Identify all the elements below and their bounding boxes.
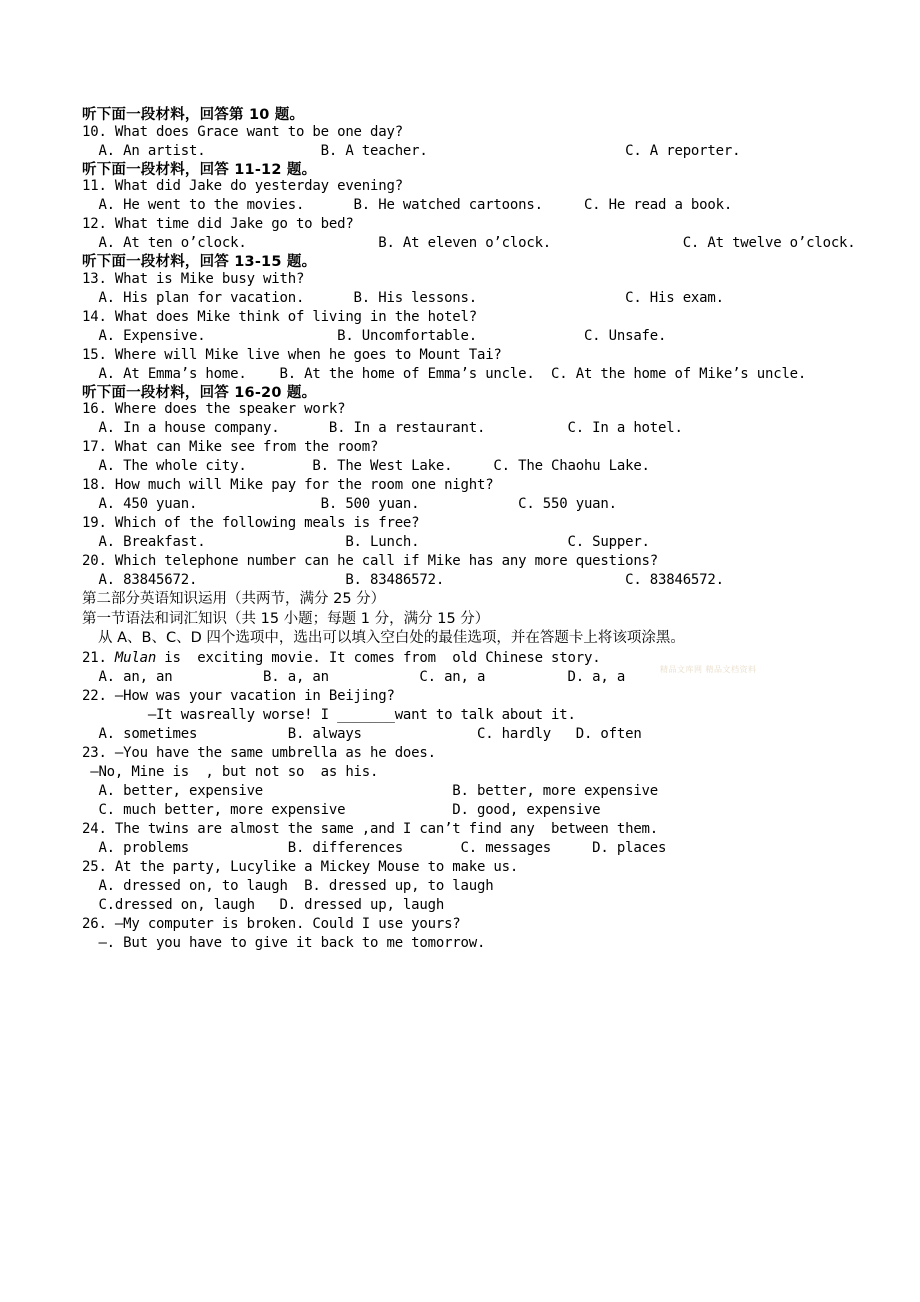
question-11-options: A. He went to the movies. B. He watched cartoons. C. He read a book. — [82, 197, 733, 213]
question-23-stem-line2: —No, Mine is , but not so as his. — [82, 763, 379, 780]
question-15-stem: 15. Where will Mike live when he goes to Mount Tai? — [82, 346, 502, 363]
question-13-stem: 13. What is Mike busy with? — [82, 270, 305, 287]
question-21-number: 21. — [82, 649, 115, 666]
question-12-stem: 12. What time did Jake go to bed? — [82, 216, 354, 232]
question-26-stem-line2: —. But you have to give it back to me tomorrow. — [82, 934, 486, 951]
question-26-stem: 26. —My computer is broken. Could I use yours? — [82, 915, 461, 932]
question-14-stem: 14. What does Mike think of living in the hotel? — [82, 308, 477, 325]
question-22-stem: 22. —How was your vacation in Beijing? — [82, 687, 395, 704]
question-10-options: A. An artist. B. A teacher. C. A reporter. — [82, 142, 741, 159]
question-21-options: A. an, an B. a, an C. an, a D. a, a — [82, 668, 626, 685]
question-17-options: A. The whole city. B. The West Lake. C. The Chaohu Lake. — [82, 458, 650, 474]
question-18-stem: 18. How much will Mike pay for the room one night? — [82, 477, 494, 493]
document-body — [82, 107, 856, 955]
question-15-options: A. At Emma’s home. B. At the home of Emma’s uncle. C. At the home of Mike’s uncle. — [82, 365, 807, 382]
question-19-stem: 19. Which of the following meals is free? — [82, 515, 420, 531]
question-18-options: A. 450 yuan. B. 500 yuan. C. 550 yuan. — [82, 496, 617, 512]
listening-instruction-q11-12: 听下面一段材料，回答 11-12 题。 — [82, 161, 317, 178]
question-10-stem: 10. What does Grace want to be one day? — [82, 123, 403, 140]
question-22-options: A. sometimes B. always C. hardly D. often — [82, 725, 642, 742]
question-24-options: A. problems B. differences C. messages D. places — [82, 839, 667, 856]
question-13-options: A. His plan for vacation. B. His lessons. C. His exam. — [82, 289, 724, 306]
question-16-options: A. In a house company. B. In a restaurant. C. In a hotel. — [82, 420, 683, 436]
question-12-options: A. At ten o’clock. B. At eleven o’clock. C. At twelve o’clock. — [82, 235, 856, 251]
question-21-italic-word: Mulan — [114, 649, 157, 666]
part-two-heading: 第二部分英语知识运用（共两节，满分 25 分） — [82, 591, 386, 607]
watermark-text: 精品文库网 精品文档资料 — [660, 665, 757, 674]
question-23-options-line2: C. much better, more expensive D. good, expensive — [82, 801, 601, 818]
question-17-stem: 17. What can Mike see from the room? — [82, 439, 379, 455]
question-14-options: A. Expensive. B. Uncomfortable. C. Unsafe. — [82, 327, 667, 344]
question-20-options: A. 83845672. B. 83486572. C. 83846572. — [82, 572, 724, 588]
question-21-text: is exciting movie. It comes from old Chinese story. — [156, 649, 601, 666]
question-23-options-line1: A. better, expensive B. better, more expensive — [82, 782, 659, 799]
listening-instruction-q16-20: 听下面一段材料，回答 16-20 题。 — [82, 384, 317, 401]
question-19-options: A. Breakfast. B. Lunch. C. Supper. — [82, 534, 650, 550]
listening-instruction-q10: 听下面一段材料，回答第 10 题。 — [82, 107, 305, 123]
question-25-options-line2: C.dressed on, laugh D. dressed up, laugh — [82, 896, 445, 913]
question-20-stem: 20. Which telephone number can he call if Mike has any more questions? — [82, 553, 659, 569]
question-16-stem: 16. Where does the speaker work? — [82, 401, 346, 417]
question-11-stem: 11. What did Jake do yesterday evening? — [82, 178, 403, 194]
question-23-stem: 23. —You have the same umbrella as he does. — [82, 744, 436, 761]
question-25-options-line1: A. dressed on, to laugh B. dressed up, to laugh — [82, 877, 494, 894]
section-one-heading: 第一节语法和词汇知识（共 15 小题；每题 1 分，满分 15 分） — [82, 610, 490, 627]
question-25-stem: 25. At the party, Lucylike a Mickey Mouse to make us. — [82, 858, 519, 875]
question-24-stem: 24. The twins are almost the same ,and I can’t find any between them. — [82, 820, 659, 837]
section-one-instruction: 从 A、B、C、D 四个选项中，选出可以填入空白处的最佳选项，并在答题卡上将该项涂黑。 — [98, 630, 685, 646]
question-22-stem-line2: —It wasreally worse! I _______want to talk about it. — [82, 706, 576, 723]
listening-instruction-q13-15: 听下面一段材料，回答 13-15 题。 — [82, 254, 317, 270]
